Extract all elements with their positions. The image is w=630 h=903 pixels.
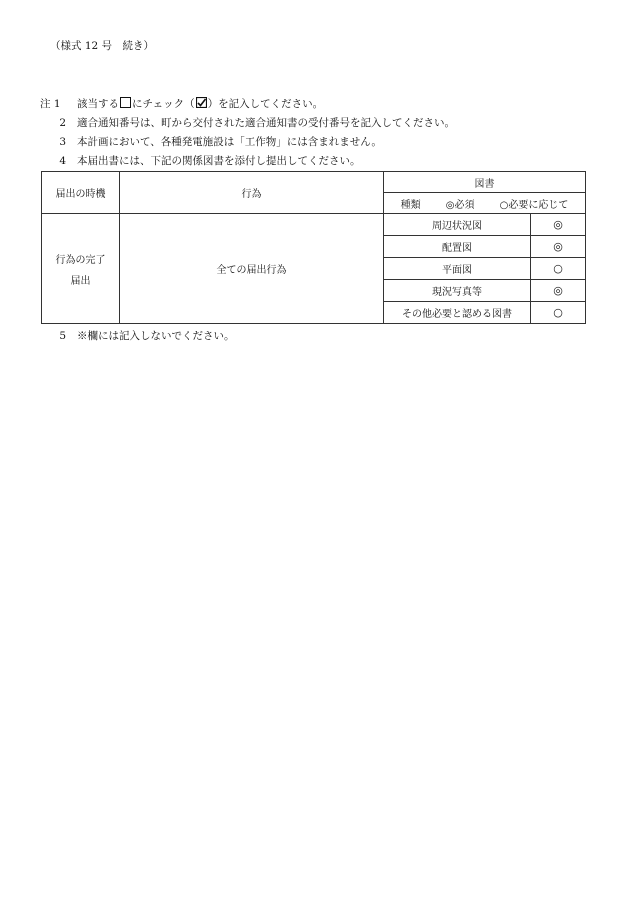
note-5: [40, 327, 235, 346]
note-2: [40, 114, 455, 133]
legend-kind: 種類: [400, 199, 421, 211]
document-name: 周辺状況図: [384, 214, 531, 236]
documents-table: [41, 171, 586, 324]
timing-cell: 行為の完了 届出: [42, 214, 120, 324]
note-number: 3: [59, 136, 66, 148]
document-mark: ◎: [531, 214, 586, 236]
header-legend: [384, 193, 586, 214]
legend-required: ◎必須: [445, 199, 475, 211]
note-text: 適合通知番号は、町から交付された適合通知書の受付番号を記入してください。: [77, 117, 455, 129]
document-name: 平面図: [384, 258, 531, 280]
document-mark: ○: [531, 258, 586, 280]
note-number: 2: [59, 117, 66, 129]
header-action: 行為: [120, 172, 384, 214]
note-number: 4: [59, 155, 66, 167]
note-1: [40, 95, 455, 114]
document-name: その他必要と認める図書: [384, 302, 531, 324]
document-mark: ○: [531, 302, 586, 324]
document-name: 配置図: [384, 236, 531, 258]
document-name: 現況写真等: [384, 280, 531, 302]
header-timing: 届出の時機: [42, 172, 120, 214]
note-text: 該当する にチェック（ ）を記入してください。: [77, 98, 324, 110]
form-label: （様式 12 号 続き）: [50, 40, 155, 52]
note-4: [40, 152, 455, 171]
note-number: 注 1: [40, 98, 61, 110]
notes-list: [40, 95, 455, 171]
note-text: ※欄には記入しないでください。: [77, 330, 235, 342]
checked-box-icon: [196, 97, 207, 108]
table-row: [42, 214, 586, 236]
note-3: [40, 133, 455, 152]
document-mark: ◎: [531, 280, 586, 302]
note-number: 5: [59, 330, 66, 342]
legend-optional: ○必要に応じて: [499, 199, 569, 211]
note-text: 本計画において、各種発電施設は「工作物」には含まれません。: [77, 136, 382, 148]
note-text: 本届出書には、下記の関係図書を添付し提出してください。: [77, 155, 361, 167]
action-cell: 全ての届出行為: [120, 214, 384, 324]
header-documents: 図書: [384, 172, 586, 193]
checkbox-symbol-icon: [120, 97, 131, 108]
document-mark: ◎: [531, 236, 586, 258]
